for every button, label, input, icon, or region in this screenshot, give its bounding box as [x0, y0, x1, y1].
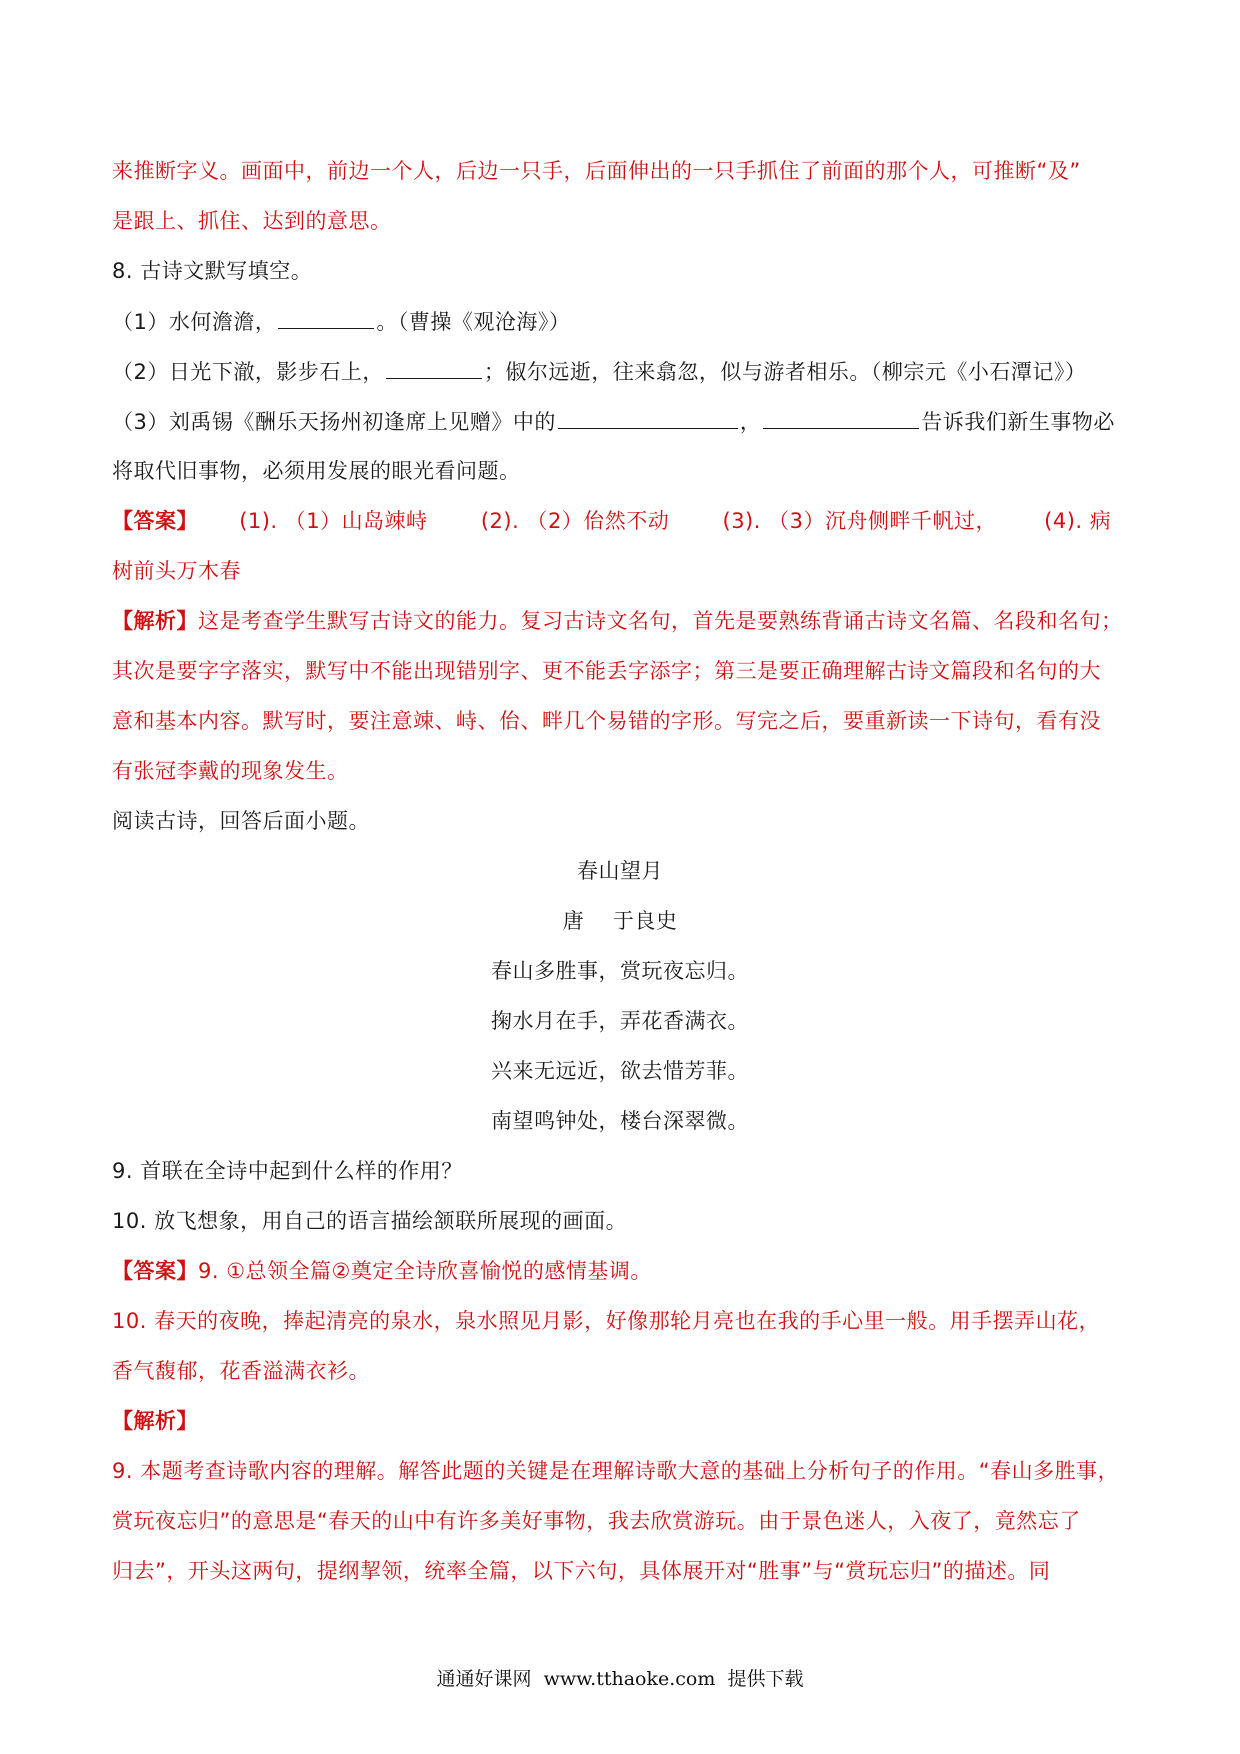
- analysis-9-line1: 9. 本题考查诗歌内容的理解。解答此题的关键是在理解诗歌大意的基础上分析句子的作用。“春山多胜事，: [112, 1459, 1120, 1483]
- q8-item2-pre: （2）日光下澈，影步石上，: [112, 360, 384, 384]
- q8-item1: [112, 306, 570, 337]
- q8-item3-blank1: [558, 406, 738, 429]
- q8-item3-blank2: [763, 406, 919, 429]
- q9-question: 9. 首联在全诗中起到什么样的作用？: [112, 1159, 463, 1183]
- q8-item3-line2: 将取代旧事物，必须用发展的眼光看问题。: [112, 459, 521, 483]
- q8-analysis-label: 【解析】: [112, 609, 198, 633]
- q8-analysis-line4: 有张冠李戴的现象发生。: [112, 759, 349, 783]
- analysis-9-line3: 归去”，开头这两句，提纲挈领，统率全篇，以下六句，具体展开对“胜事”与“赏玩忘归”的描述。同: [112, 1559, 1051, 1583]
- poem-author: 唐 于良史: [562, 909, 678, 933]
- q8-answer-2: (2). （2）佁然不动: [480, 509, 670, 533]
- poem-line-3: 兴来无远近，欲去惜芳菲。: [491, 1059, 749, 1083]
- q8-analysis-line3: 意和基本内容。默写时，要注意竦、峙、佁、畔几个易错的字形。写完之后，要重新读一下诗句，看有没: [112, 709, 1101, 733]
- q8-item2: [112, 356, 1086, 387]
- q8-item2-post: ；俶尔远逝，往来翕忽，似与游者相乐。（柳宗元《小石潭记》）: [483, 360, 1087, 384]
- answer-10-line1: 10. 春天的夜晚，捧起清亮的泉水，泉水照见月影，好像那轮月亮也在我的手心里一般。用手摆弄山花，: [112, 1309, 1101, 1333]
- answer-10-line2: 香气馥郁，花香溢满衣衫。: [112, 1359, 370, 1383]
- answer-9: [112, 1256, 652, 1286]
- answer-9-text: 9. ①总领全篇②奠定全诗欣喜愉悦的感情基调。: [198, 1259, 652, 1283]
- poem-intro: 阅读古诗，回答后面小题。: [112, 809, 370, 833]
- poem-title: 春山望月: [577, 859, 663, 883]
- q8-answer-1: (1). （1）山岛竦峙: [239, 509, 428, 533]
- page-footer: 通通好课网 www.tthaoke.com 提供下载: [436, 1668, 804, 1690]
- q8-answer-3: (3). （3）沉舟侧畔千帆过，: [722, 509, 997, 533]
- q7-tail-line1: 来推断字义。画面中，前边一个人，后边一只手，后面伸出的一只手抓住了前面的那个人，可推断“及”: [112, 159, 1081, 183]
- q8-answer-line2: 树前头万木春: [112, 559, 241, 583]
- poem-line-2: 掬水月在手，弄花香满衣。: [491, 1009, 749, 1033]
- q8-answer: [112, 506, 1111, 536]
- poem-line-4: 南望鸣钟处，楼台深翠微。: [491, 1109, 749, 1133]
- poem-line-1: 春山多胜事，赏玩夜忘归。: [491, 959, 749, 983]
- q8-analysis-line1: [112, 606, 1123, 636]
- q8-analysis-line2: 其次是要字字落实，默写中不能出现错别字、更不能丢字添字；第三是要正确理解古诗文篇段和名句的大: [112, 659, 1101, 683]
- q8-item2-blank: [386, 356, 482, 379]
- analysis-label: 【解析】: [112, 1409, 198, 1433]
- q8-answer-4: (4). 病: [1044, 509, 1112, 533]
- q8-answer-label: 【答案】: [112, 509, 198, 533]
- q8-analysis-text1: 这是考查学生默写古诗文的能力。复习古诗文名句，首先是要熟练背诵古诗文名篇、名段和名句；: [198, 609, 1123, 633]
- q8-item1-pre: （1）水何澹澹，: [112, 310, 277, 334]
- q8-item3-mid: ，: [739, 410, 762, 434]
- q8-title: 8. 古诗文默写填空。: [112, 259, 313, 283]
- answer-label: 【答案】: [112, 1259, 198, 1283]
- q8-item3-post: 告诉我们新生事物必: [921, 410, 1115, 434]
- q10-question: 10. 放飞想象，用自己的语言描绘颔联所展现的画面。: [112, 1209, 628, 1233]
- q7-tail-line2: 是跟上、抓住、达到的意思。: [112, 209, 392, 233]
- q8-item3-pre: （3）刘禹锡《酬乐天扬州初逢席上见赠》中的: [112, 410, 556, 434]
- analysis-9-line2: 赏玩夜忘归”的意思是“春天的山中有许多美好事物，我去欣赏游玩。由于景色迷人，入夜了，竟然忘了: [112, 1509, 1081, 1533]
- q8-item1-post: 。（曹操《观沧海》）: [376, 310, 571, 334]
- q8-item1-blank: [278, 306, 374, 329]
- q8-item3: [112, 406, 1115, 437]
